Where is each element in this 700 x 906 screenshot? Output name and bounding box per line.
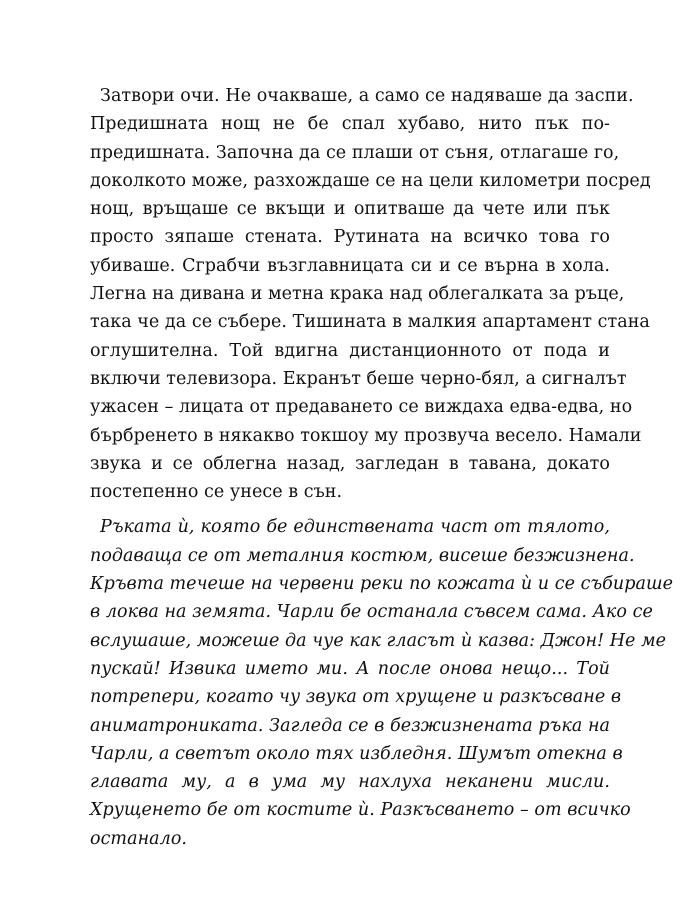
text-line: останало. [90,828,188,849]
text-line: аниматрониката. Загледа се в безжизнената ръка на [90,715,611,736]
text-line: Предишната нощ не бе спал хубаво, нито пък по- [90,114,610,135]
text-line: така че да се събере. Тишината в малкия апартамент стана [90,312,650,333]
text-line: потрепери, когато чу звука от хрущене и разкъсване в [90,687,622,708]
text-line: просто зяпаше стената. Рутината на всичко това го [90,227,610,248]
paragraph-italic [90,513,673,853]
text-line: убиваше. Сграбчи възглавницата си и се върна в хола. [90,255,610,276]
text-line: включи телевизора. Екранът беше черно-бял, а сигналът [90,368,627,389]
paragraph-regular [90,82,651,506]
text-line: постепенно се унесе в сън. [90,482,343,503]
text-line: оглушителна. Той вдигна дистанционното от пода и [90,340,610,361]
text-line: нощ, връщаше се вкъщи и опитваше да чете или пък [90,199,610,220]
book-page [90,82,673,853]
text-line: пускай! Извика името ми. А после онова нещо... Той [90,658,610,679]
text-line: Затвори очи. Не очакваше, а само се надяваше да заспи. [100,86,634,106]
text-line: Легна на дивана и метна крака над облегалката за ръце, [90,284,625,305]
text-line: Кръвта течеше на червени реки по кожата ѝ и се събираше [90,574,673,595]
text-line: Чарли, а светът около тях избледня. Шумът отекна в [90,743,623,764]
text-line: бърбренето в някакво токшоу му прозвуча весело. Намали [90,425,642,446]
text-line: предишната. Започна да се плаши от съня, отлагаше го, [90,142,620,163]
text-line: доколкото може, разхождаше се на цели километри посред [90,170,651,191]
text-line: ужасен – лицата от предаването се виждаха едва-едва, но [90,397,633,418]
text-line: в локва на земята. Чарли бе останала съвсем сама. Ако се [90,602,653,623]
text-line: Ръката ѝ, която бе единствената част от тялото, [100,517,610,538]
text-line: вслушаше, можеше да чуе как гласът ѝ казва: Джон! Не ме [90,630,667,651]
text-line: звука и се облегна назад, загледан в тавана, докато [90,453,610,474]
text-line: Хрущенето бе от костите ѝ. Разкъсването – от всичко [90,800,631,821]
text-line: главата му, а в ума му нахлуха неканени мисли. [90,772,610,793]
text-line: подаваща се от металния костюм, висеше безжизнена. [90,545,635,566]
